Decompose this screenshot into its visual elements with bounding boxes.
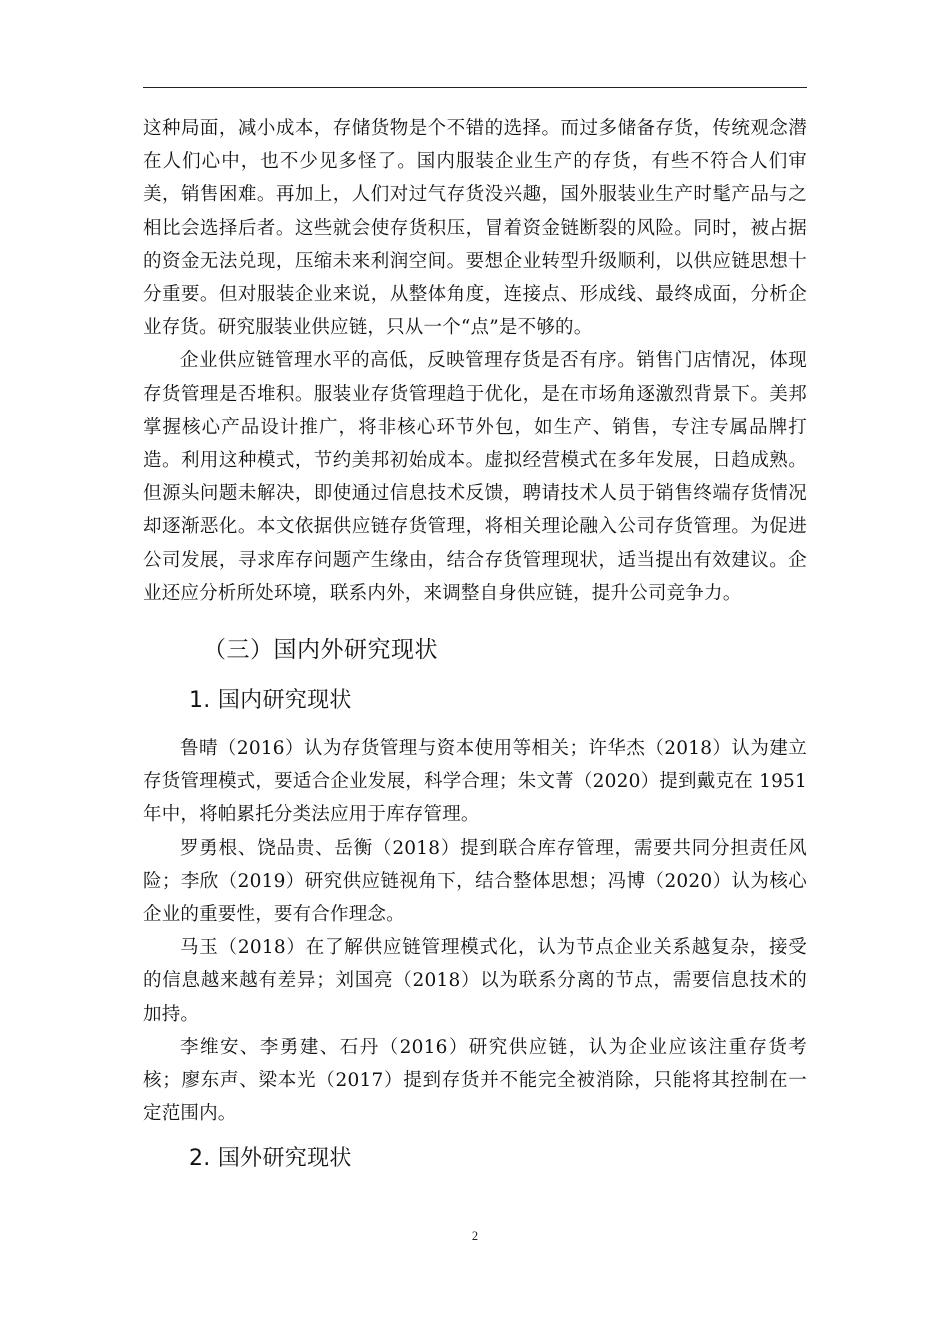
- paragraph-continued: 这种局面，减小成本，存储货物是个不错的选择。而过多储备存货，传统观念潜在人们心中，也不少见多怪了。国内服装企业生产的存货，有些不符合人们审美，销售困难。再加上，人们对过气存货没兴趣，国外服装业生产时髦产品与之相比会选择后者。这些就会使存货积压，冒着资金链断裂的风险。同时，被占据的资金无法兑现，压缩未来利润空间。要想企业转型升级顺利，以供应链思想十分重要。但对服装企业来说，从整体角度，连接点、形成线、最终成面，分析企业存货。研究服装业供应链，只从一个“点”是不够的。: [143, 118, 807, 339]
- page-number: 2: [471, 1229, 479, 1243]
- paragraph-domestic-4: 李维安、李勇建、石丹（2016）研究供应链，认为企业应该注重存货考核；廖东声、梁本光（2017）提到存货并不能完全被消除，只能将其控制在一定范围内。: [143, 1036, 807, 1125]
- subsection-heading-foreign: 2. 国外研究现状: [189, 1146, 352, 1172]
- body-text: [143, 112, 807, 1190]
- header-rule: [143, 87, 807, 88]
- paragraph-domestic-3: 马玉（2018）在了解供应链管理模式化，认为节点企业关系越复杂，接受的信息越来越有差异；刘国亮（2018）以为联系分离的节点，需要信息技术的加持。: [143, 937, 807, 1025]
- paragraph-domestic-2: 罗勇根、饶品贵、岳衡（2018）提到联合库存管理，需要共同分担责任风险；李欣（2019）研究供应链视角下，结合整体思想；冯博（2020）认为核心企业的重要性，要有合作理念。: [143, 837, 807, 926]
- paragraph-domestic-1: 鲁晴（2016）认为存货管理与资本使用等相关；许华杰（2018）认为建立存货管理模式，要适合企业发展，科学合理；朱文菁（2020）提到戴克在 1951 年中，将帕累托分类法应用于库存管理。: [143, 738, 807, 826]
- subsection-heading-domestic: 1. 国内研究现状: [189, 688, 352, 714]
- section-heading: （三）国内外研究现状: [203, 637, 438, 664]
- paragraph-supply-chain: 企业供应链管理水平的高低，反映管理存货是否有序。销售门店情况，体现存货管理是否堆积。服装业存货管理趋于优化，是在市场角逐激烈背景下。美邦掌握核心产品设计推广，将非核心环节外包，如生产、销售，专注专属品牌打造。利用这种模式，节约美邦初始成本。虚拟经营模式在多年发展，日趋成熟。但源头问题未解决，即使通过信息技术反馈，聘请技术人员于销售终端存货情况却逐渐恶化。本文依据供应链存货管理，将相关理论融入公司存货管理。为促进公司发展，寻求库存问题产生缘由，结合存货管理现状，适当提出有效建议。企业还应分析所处环境，联系内外，来调整自身供应链，提升公司竞争力。: [143, 350, 807, 604]
